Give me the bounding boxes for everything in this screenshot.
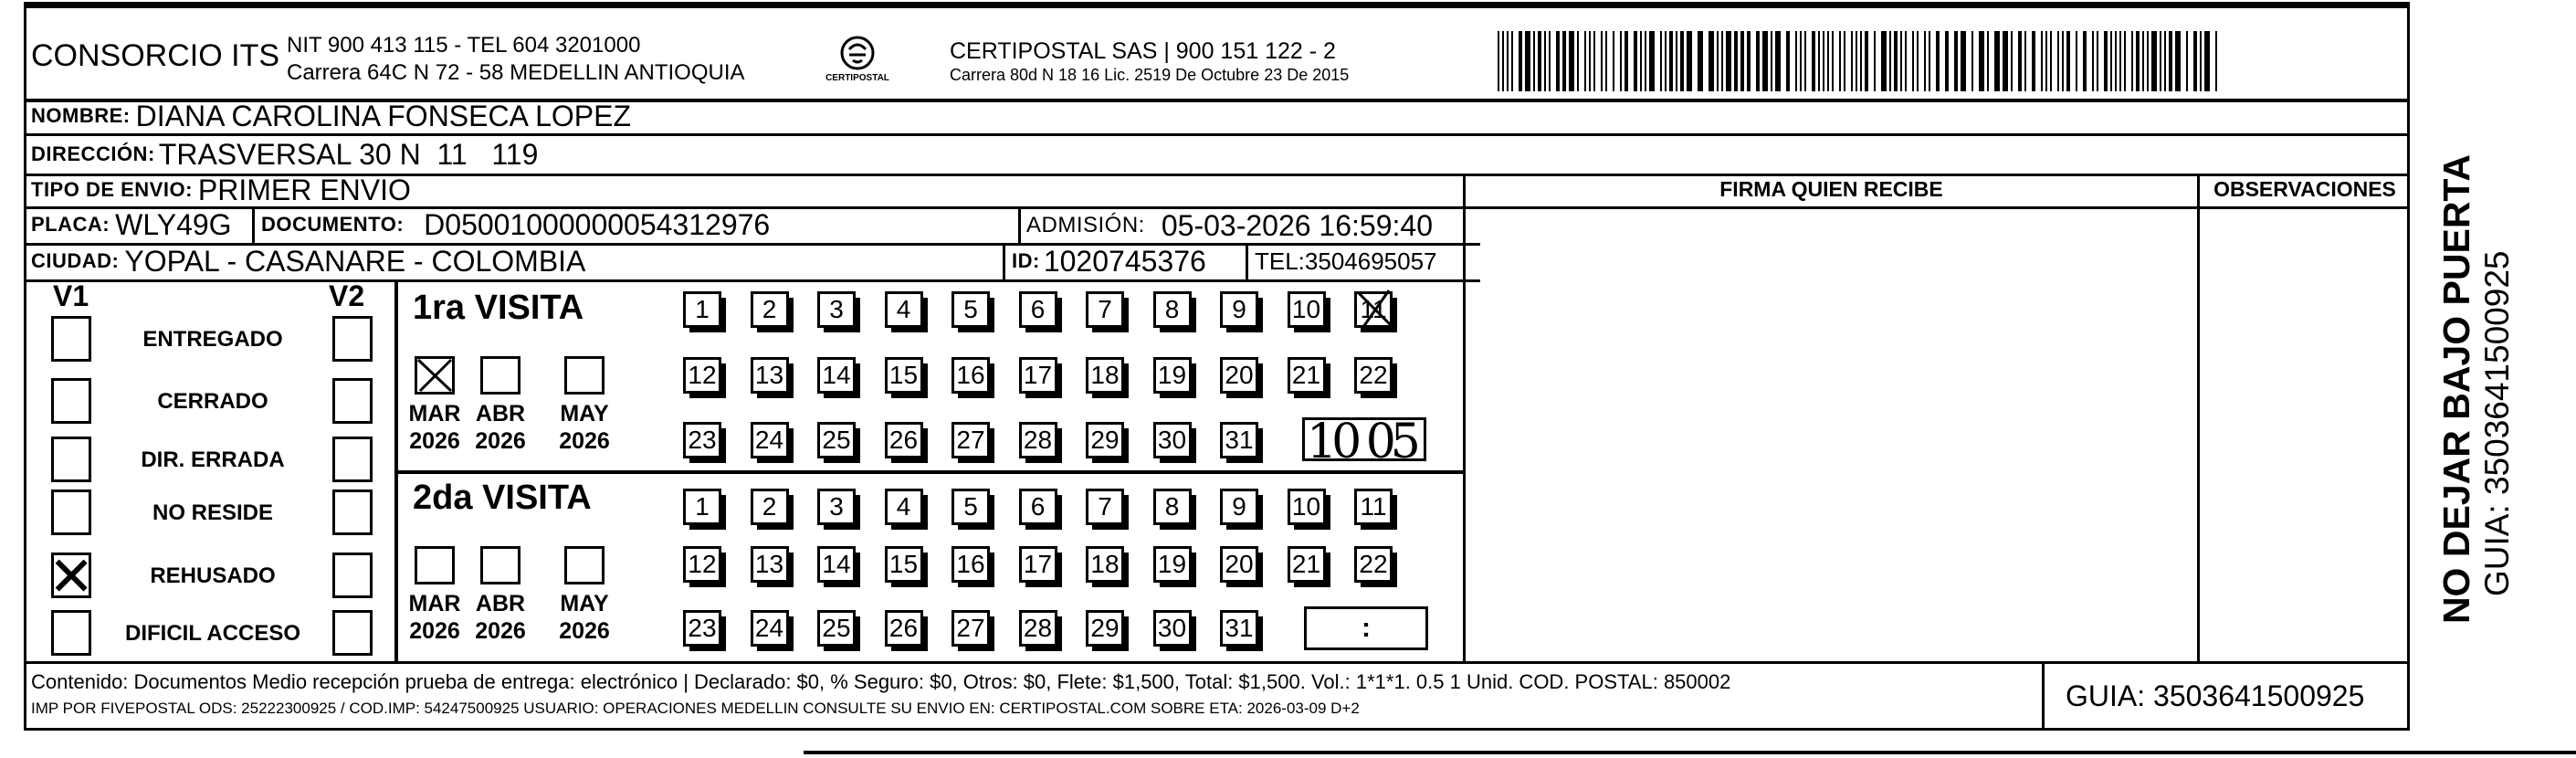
day-box[interactable] xyxy=(683,546,721,583)
month-checkbox[interactable] xyxy=(480,546,520,584)
day-box[interactable] xyxy=(1086,546,1124,583)
day-box[interactable] xyxy=(885,357,923,394)
day-box[interactable] xyxy=(1354,546,1393,583)
day-box[interactable] xyxy=(1086,422,1124,458)
day-number: 12 xyxy=(688,361,717,389)
day-box[interactable] xyxy=(1220,422,1258,458)
name-row xyxy=(31,99,631,133)
logo-text: CERTIPOSTAL xyxy=(825,73,889,83)
status-v1-checkbox[interactable] xyxy=(51,437,91,482)
day-box[interactable] xyxy=(1019,546,1057,583)
month-label: MAR 2026 xyxy=(408,591,461,644)
day-number: 30 xyxy=(1157,614,1187,642)
day-number: 30 xyxy=(1157,426,1187,454)
day-number: 3 xyxy=(829,295,844,323)
status-label: CERRADO xyxy=(157,389,268,414)
day-number: 25 xyxy=(822,426,851,454)
day-box[interactable] xyxy=(1153,357,1192,394)
day-box[interactable] xyxy=(1288,291,1326,328)
phone-number: TEL:3504695057 xyxy=(1255,247,1437,275)
address-row xyxy=(31,135,538,174)
day-number: 8 xyxy=(1164,295,1180,323)
day-box[interactable] xyxy=(952,422,990,458)
day-box[interactable] xyxy=(1019,422,1057,458)
day-number: 31 xyxy=(1225,426,1254,454)
day-number: 24 xyxy=(754,614,784,642)
day-number: 22 xyxy=(1359,550,1388,578)
day-number: 2 xyxy=(762,295,777,323)
day-number: 19 xyxy=(1157,361,1187,389)
day-box[interactable] xyxy=(885,291,923,328)
day-number: 18 xyxy=(1090,550,1120,578)
month-label: ABR 2026 xyxy=(475,401,526,454)
day-number: 1 xyxy=(695,492,710,521)
day-box[interactable] xyxy=(683,422,721,458)
phone-cell xyxy=(1255,243,1437,279)
day-box[interactable] xyxy=(1220,357,1258,394)
observations-header: OBSERVACIONES xyxy=(2213,177,2396,201)
day-number: 22 xyxy=(1359,361,1388,389)
day-box[interactable] xyxy=(885,422,923,458)
side-guide-number: GUIA: 3503641500925 xyxy=(2478,250,2516,597)
status-v2-checkbox[interactable] xyxy=(332,490,373,535)
address-label: DIRECCIÓN: xyxy=(31,142,155,165)
day-number: 23 xyxy=(688,426,717,454)
status-v2-checkbox[interactable] xyxy=(332,316,373,362)
day-number: 21 xyxy=(1291,361,1321,389)
day-box[interactable] xyxy=(817,291,856,328)
footer-guide-number: GUIA: 3503641500925 xyxy=(2066,679,2365,712)
month-label: ABR 2026 xyxy=(475,591,526,644)
day-number: 24 xyxy=(754,426,784,454)
month-label: MAY 2026 xyxy=(559,401,610,454)
day-box[interactable] xyxy=(1019,489,1057,525)
day-box[interactable] xyxy=(1288,546,1326,583)
day-box[interactable] xyxy=(1220,291,1258,328)
day-number: 5 xyxy=(963,492,978,521)
day-box[interactable] xyxy=(1220,546,1258,583)
day-number: 6 xyxy=(1030,492,1046,521)
day-number: 7 xyxy=(1098,492,1112,521)
first-visit-title: 1ra VISITA xyxy=(413,289,584,327)
day-box[interactable] xyxy=(683,291,721,328)
side-notice xyxy=(2420,133,2533,645)
day-number: 1 xyxy=(695,295,710,323)
no-dejar-notice: NO DEJAR BAJO PUERTA xyxy=(2435,153,2477,625)
day-box[interactable] xyxy=(952,610,990,647)
day-box[interactable] xyxy=(751,357,789,394)
day-number: 2 xyxy=(762,492,777,521)
day-number: 9 xyxy=(1232,492,1246,521)
day-number: 6 xyxy=(1030,295,1046,323)
admission-cell xyxy=(1026,208,1433,243)
second-visit-time: : xyxy=(1362,613,1371,643)
day-box[interactable] xyxy=(751,489,789,525)
day-number: 9 xyxy=(1232,295,1246,323)
day-number: 7 xyxy=(1098,295,1112,323)
day-number: 29 xyxy=(1090,426,1120,454)
recipient-name: DIANA CAROLINA FONSECA LOPEZ xyxy=(135,99,631,132)
plate: WLY49G xyxy=(115,207,232,241)
day-box[interactable] xyxy=(1220,489,1258,525)
company-name: CONSORCIO ITS xyxy=(31,38,280,73)
id-number: 1020745376 xyxy=(1043,244,1206,278)
x-mark-icon: ✕ xyxy=(48,545,95,609)
signature-area[interactable] xyxy=(1467,209,2195,660)
day-box[interactable] xyxy=(1086,610,1124,647)
day-number: 3 xyxy=(829,492,844,521)
day-number: 13 xyxy=(754,361,784,389)
name-label: NOMBRE: xyxy=(31,104,131,127)
day-box[interactable] xyxy=(683,489,721,525)
ship-type-row xyxy=(31,174,411,206)
status-label: REHUSADO xyxy=(150,563,276,588)
day-number: 29 xyxy=(1090,614,1120,642)
month-label: MAY 2026 xyxy=(559,591,610,644)
day-box[interactable] xyxy=(683,610,721,647)
status-label: DIR. ERRADA xyxy=(141,447,285,472)
day-number: 17 xyxy=(1023,361,1053,389)
status-label: NO RESIDE xyxy=(152,500,274,525)
day-box[interactable] xyxy=(885,610,923,647)
status-label: DIFICIL ACCESO xyxy=(124,621,300,646)
day-number: 4 xyxy=(896,295,911,323)
day-number: 15 xyxy=(888,550,919,578)
day-box[interactable] xyxy=(751,422,789,458)
day-box[interactable] xyxy=(751,291,789,328)
courier-name: CERTIPOSTAL SAS | 900 151 122 - 2 xyxy=(950,38,1336,64)
recipient-address: TRASVERSAL 30 N 11 119 xyxy=(158,137,539,171)
city-label: CIUDAD: xyxy=(31,249,120,272)
company-nit: NIT 900 413 115 - TEL 604 3201000 xyxy=(287,33,641,58)
day-box[interactable] xyxy=(817,422,856,458)
first-visit-time: 10 05 xyxy=(1307,415,1415,469)
day-box[interactable] xyxy=(1086,291,1124,328)
status-v1-checkbox[interactable] xyxy=(51,610,91,656)
day-number: 18 xyxy=(1090,361,1120,389)
day-number: 11 xyxy=(1360,492,1387,521)
month-checkbox[interactable] xyxy=(564,546,605,584)
day-box[interactable] xyxy=(817,489,856,525)
day-box[interactable] xyxy=(1086,357,1124,394)
day-number: 10 xyxy=(1291,492,1321,521)
plate-label: PLACA: xyxy=(31,213,110,236)
courier-logo xyxy=(825,33,889,88)
day-box[interactable] xyxy=(1019,610,1057,647)
month-checkbox[interactable] xyxy=(415,356,455,395)
observations-area[interactable] xyxy=(2201,209,2409,660)
day-number: 26 xyxy=(888,426,919,454)
day-box[interactable] xyxy=(1086,489,1124,525)
day-number: 17 xyxy=(1023,550,1053,578)
day-number: 16 xyxy=(956,361,985,389)
day-number: 11 xyxy=(1360,295,1387,323)
day-number: 5 xyxy=(963,295,978,323)
day-number: 21 xyxy=(1291,550,1321,578)
day-box[interactable] xyxy=(683,357,721,394)
document-number: D05001000000054312976 xyxy=(424,207,771,241)
document-label: DOCUMENTO: xyxy=(261,213,405,236)
day-number: 14 xyxy=(822,361,851,389)
day-number: 16 xyxy=(956,550,985,578)
status-v1-checkbox[interactable] xyxy=(51,490,91,535)
content-details: Contenido: Documentos Medio recepción prueba de entrega: electrónico | Declarado: $0, % Seguro: $0, Otros: $0, Flete: $1,500, Total: $1,500. Vol.: 1*1*1. 0.5 1 Unid. COD. POSTAL: 850002 xyxy=(31,670,1731,693)
day-box[interactable] xyxy=(817,610,856,647)
day-box[interactable] xyxy=(1354,291,1393,328)
day-box[interactable] xyxy=(885,546,923,583)
id-cell xyxy=(1012,243,1206,279)
day-box[interactable] xyxy=(1288,489,1326,525)
day-box[interactable] xyxy=(751,610,789,647)
second-visit-title: 2da VISITA xyxy=(413,479,592,517)
month-checkbox[interactable] xyxy=(415,546,455,584)
day-box[interactable] xyxy=(817,546,856,583)
x-mark-icon xyxy=(415,356,455,395)
day-number: 20 xyxy=(1225,361,1254,389)
day-number: 14 xyxy=(822,550,851,578)
company-address: Carrera 64C N 72 - 58 MEDELLIN ANTIOQUIA xyxy=(287,60,745,85)
second-visit-time-field[interactable] xyxy=(1304,606,1428,650)
status-v1-checkbox[interactable] xyxy=(51,378,91,424)
city-cell xyxy=(31,243,585,279)
status-v2-checkbox[interactable] xyxy=(332,610,373,656)
day-box[interactable] xyxy=(1220,610,1258,647)
day-number: 20 xyxy=(1225,550,1254,578)
document-cell xyxy=(261,206,770,243)
day-number: 15 xyxy=(888,361,919,389)
day-number: 27 xyxy=(956,426,985,454)
day-box[interactable] xyxy=(1153,489,1192,525)
day-number: 26 xyxy=(888,614,919,642)
ship-type-label: TIPO DE ENVIO: xyxy=(31,178,193,201)
day-box[interactable] xyxy=(952,489,990,525)
day-box[interactable] xyxy=(952,546,990,583)
admission-date: 05-03-2026 16:59:40 xyxy=(1161,208,1433,242)
day-number: 23 xyxy=(688,614,717,642)
day-box[interactable] xyxy=(751,546,789,583)
day-box[interactable] xyxy=(885,489,923,525)
day-box[interactable] xyxy=(1153,546,1192,583)
courier-address: Carrera 80d N 18 16 Lic. 2519 De Octubre 23 De 2015 xyxy=(950,66,1350,84)
first-visit-time-field[interactable] xyxy=(1302,415,1426,469)
day-box[interactable] xyxy=(1354,357,1393,394)
admission-label: ADMISIÓN: xyxy=(1026,213,1145,237)
day-box[interactable] xyxy=(952,357,990,394)
day-number: 31 xyxy=(1225,614,1254,642)
day-number: 28 xyxy=(1023,426,1053,454)
day-box[interactable] xyxy=(1019,357,1057,394)
day-box[interactable] xyxy=(1153,422,1192,458)
month-checkbox[interactable] xyxy=(480,356,520,395)
v1-header: V1 xyxy=(53,279,89,312)
day-box[interactable] xyxy=(1288,357,1326,394)
v2-header: V2 xyxy=(329,279,365,312)
day-box[interactable] xyxy=(1153,291,1192,328)
day-number: 4 xyxy=(896,492,911,521)
day-number: 19 xyxy=(1157,550,1187,578)
day-number: 12 xyxy=(688,550,717,578)
status-v1-checkbox[interactable] xyxy=(51,316,91,362)
id-label: ID: xyxy=(1012,249,1040,272)
day-number: 25 xyxy=(822,614,851,642)
day-number: 28 xyxy=(1023,614,1053,642)
day-number: 27 xyxy=(956,614,985,642)
day-number: 8 xyxy=(1164,492,1180,521)
day-box[interactable] xyxy=(817,357,856,394)
status-v2-checkbox[interactable] xyxy=(332,378,373,424)
day-box[interactable] xyxy=(1153,610,1192,647)
print-info: IMP POR FIVEPOSTAL ODS: 25222300925 / COD.IMP: 54247500925 USUARIO: OPERACIONES MEDELLIN CONSULTE SU ENVIO EN: CERTIPOSTAL.COM SOBRE ETA: 2026-03-09 D+2 xyxy=(31,700,1360,717)
barcode xyxy=(1498,31,2224,91)
day-box[interactable] xyxy=(1019,291,1057,328)
city: YOPAL - CASANARE - COLOMBIA xyxy=(124,244,586,278)
x-mark-icon xyxy=(1354,289,1398,331)
month-label: MAR 2026 xyxy=(408,401,461,454)
day-box[interactable] xyxy=(1354,489,1393,525)
day-box[interactable] xyxy=(952,291,990,328)
status-label: ENTREGADO xyxy=(142,327,283,352)
day-number: 10 xyxy=(1291,295,1321,323)
status-v1-checkbox[interactable] xyxy=(48,545,95,609)
month-checkbox[interactable] xyxy=(564,356,605,395)
ship-type: PRIMER ENVIO xyxy=(197,173,411,206)
plate-cell xyxy=(31,206,232,243)
status-v2-checkbox[interactable] xyxy=(332,553,373,598)
status-v2-checkbox[interactable] xyxy=(332,437,373,482)
signature-header: FIRMA QUIEN RECIBE xyxy=(1719,177,1943,201)
day-number: 13 xyxy=(754,550,784,578)
